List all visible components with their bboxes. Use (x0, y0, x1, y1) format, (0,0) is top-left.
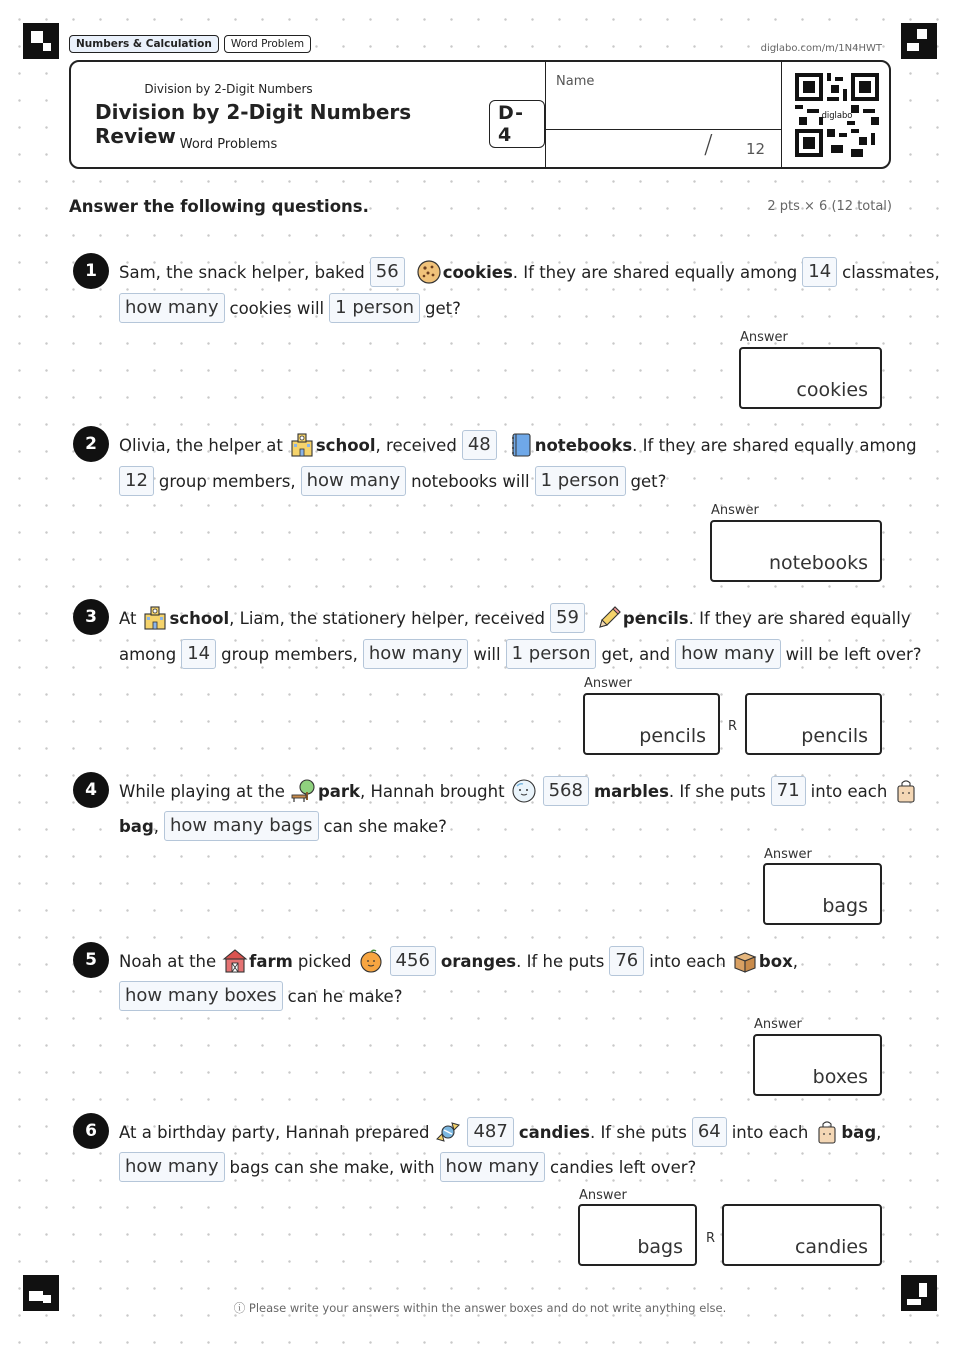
keyword: pencils (622, 608, 689, 628)
keyword: oranges (440, 951, 517, 971)
person-word: person (528, 643, 591, 664)
person-box (535, 466, 626, 496)
question-2-line-1 (119, 428, 917, 462)
marble-icon (511, 778, 537, 804)
question-5-line-1 (119, 944, 798, 978)
number-box: 76 (609, 946, 644, 976)
orange-icon (358, 948, 384, 974)
question-number: 3 (73, 599, 109, 635)
person-box (329, 293, 420, 323)
person-count: 1 (511, 643, 524, 664)
name-label: Name (556, 74, 595, 89)
question-text: Olivia, the helper at (119, 435, 283, 455)
question-text: . If he puts (516, 951, 605, 971)
how-many-box: how many (119, 293, 225, 323)
question-text: among (119, 644, 177, 664)
how-many-box: how many (675, 639, 781, 669)
question-text: candies left over? (550, 1157, 697, 1177)
qr-label: diglabo (821, 110, 853, 121)
person-count: 1 (335, 297, 347, 318)
question-6-line-1 (119, 1115, 881, 1149)
worksheet-header (69, 60, 891, 169)
number-box: 14 (802, 257, 837, 287)
question-5-line-2 (119, 979, 402, 1013)
question-text: will be left over? (785, 644, 922, 664)
title-block (71, 62, 546, 167)
how-many-box: how many (363, 639, 469, 669)
question-text: , (153, 816, 160, 836)
how-many-box: how many (301, 466, 407, 496)
number-box: 456 (390, 946, 436, 976)
corner-marker-top-right (901, 23, 937, 59)
question-text: , Liam, the stationery helper, received (229, 608, 546, 628)
remainder-label: R (728, 719, 738, 734)
question-text: . If they are shared equally (688, 608, 911, 628)
question-text: bags can she make, with (229, 1157, 435, 1177)
answer-box[interactable]: cookies (739, 347, 882, 409)
worksheet-subtitle: Division by 2-Digit Numbers (144, 82, 313, 96)
question-text: group members, (158, 471, 296, 491)
question-text: into each (810, 781, 888, 801)
worksheet-url: diglabo.com/m/1N4HWT (760, 43, 882, 54)
answer-label: Answer (711, 503, 759, 518)
question-number: 4 (73, 772, 109, 808)
person-word: person (557, 470, 620, 491)
question-text: will (473, 644, 501, 664)
question-text: into each (649, 951, 726, 971)
number-box: 14 (181, 639, 216, 669)
question-text: group members, (221, 644, 358, 664)
question-number: 5 (73, 942, 109, 978)
tag-type: Word Problem (224, 35, 311, 53)
question-3-line-1 (119, 601, 911, 635)
question-text: get? (630, 471, 667, 491)
answer-box-quotient[interactable]: pencils (583, 693, 720, 755)
score-field[interactable] (546, 130, 781, 167)
number-box: 487 (467, 1117, 513, 1147)
question-text: . If she puts (668, 781, 766, 801)
question-text: . If she puts (589, 1122, 687, 1142)
question-text: , (876, 1122, 882, 1142)
question-2-line-2 (119, 464, 666, 498)
how-many-box: how many (440, 1152, 546, 1182)
category-tags (69, 35, 311, 53)
answer-label: Answer (764, 847, 812, 862)
question-text: At (119, 608, 137, 628)
score-total: 12 (746, 140, 766, 158)
how-many-box: how many bags (164, 811, 318, 841)
notebook-icon (508, 432, 534, 458)
instructions: Answer the following questions. (69, 197, 369, 216)
question-text: notebooks will (411, 471, 530, 491)
question-text: get, and (601, 644, 671, 664)
question-text: , received (375, 435, 457, 455)
answer-box-remainder[interactable]: candies (722, 1204, 882, 1266)
question-text: can she make? (323, 816, 447, 836)
number-box: 12 (119, 466, 154, 496)
question-text: At a birthday party, Hannah prepared (119, 1122, 430, 1142)
question-4-line-2 (119, 809, 447, 843)
question-text: . If they are shared equally among (632, 435, 917, 455)
question-text: Sam, the snack helper, baked (119, 262, 365, 282)
how-many-box: how many boxes (119, 981, 283, 1011)
question-text: can he make? (287, 986, 403, 1006)
question-text: cookies will (229, 298, 325, 318)
answer-box[interactable]: boxes (753, 1034, 882, 1096)
school-icon (289, 432, 315, 458)
keyword: park (317, 781, 360, 801)
school-icon (142, 605, 168, 631)
keyword: box (758, 951, 793, 971)
question-text: , Hannah brought (360, 781, 505, 801)
answer-label: Answer (740, 330, 788, 345)
person-count: 1 (540, 470, 553, 491)
farm-icon (222, 948, 248, 974)
question-number: 1 (73, 253, 109, 289)
keyword: school (315, 435, 376, 455)
keyword: cookies (442, 262, 513, 282)
answer-box[interactable]: bags (763, 863, 882, 925)
cookie-icon (416, 259, 442, 285)
keyword: farm (249, 951, 293, 971)
question-text: picked (297, 951, 352, 971)
question-text: get? (425, 298, 461, 318)
remainder-label: R (706, 1231, 716, 1246)
keyword: bag (841, 1122, 877, 1142)
question-1-line-1 (119, 255, 940, 289)
question-number: 6 (73, 1113, 109, 1149)
bag-icon (814, 1119, 840, 1145)
person-box (506, 639, 597, 669)
number-box: 56 (370, 257, 405, 287)
box-icon (732, 948, 758, 974)
number-box: 48 (462, 430, 497, 460)
keyword: notebooks (534, 435, 633, 455)
question-text: classmates, (842, 262, 940, 282)
bag-icon (893, 778, 919, 804)
answer-label: Answer (584, 676, 632, 691)
score-slash: / (704, 130, 713, 160)
name-field[interactable] (546, 62, 781, 130)
worksheet-title: Division by 2-Digit Numbers Review (95, 100, 412, 148)
keyword: candies (518, 1122, 590, 1142)
tag-category: Numbers & Calculation (69, 35, 219, 53)
answer-box-quotient[interactable]: bags (578, 1204, 697, 1266)
question-text: Noah at the (119, 951, 217, 971)
corner-marker-top-left (23, 23, 59, 59)
worksheet-subject: Word Problems (179, 137, 278, 152)
question-1-line-2 (119, 291, 461, 325)
keyword: school (169, 608, 230, 628)
candy-icon (435, 1119, 461, 1145)
question-number: 2 (73, 426, 109, 462)
keyword: bag (119, 816, 154, 836)
question-4-line-1 (119, 774, 920, 808)
how-many-box: how many (119, 1152, 225, 1182)
worksheet-code: D-4 (489, 100, 545, 148)
park-icon (291, 778, 317, 804)
answer-box[interactable]: notebooks (710, 520, 882, 582)
answer-label: Answer (579, 1188, 627, 1203)
number-box: 71 (771, 776, 806, 806)
number-box: 59 (550, 603, 585, 633)
number-box: 64 (692, 1117, 727, 1147)
points-info: 2 pts × 6 (12 total) (767, 199, 892, 214)
keyword: marbles (593, 781, 669, 801)
number-box: 568 (543, 776, 589, 806)
question-text: . If they are shared equally among (512, 262, 798, 282)
question-6-line-2 (119, 1150, 696, 1184)
question-text: , (792, 951, 798, 971)
question-text: While playing at the (119, 781, 285, 801)
answer-label: Answer (754, 1017, 802, 1032)
question-3-line-2 (119, 637, 922, 671)
answer-box-remainder[interactable]: pencils (745, 693, 882, 755)
footer-note: ⓘ Please write your answers within the answer boxes and do not write anything else. (233, 1301, 727, 1315)
qr-block (781, 62, 891, 167)
qr-code-icon (795, 73, 879, 157)
pencil-icon (596, 605, 622, 631)
question-text: into each (731, 1122, 809, 1142)
person-word: person (352, 297, 415, 318)
